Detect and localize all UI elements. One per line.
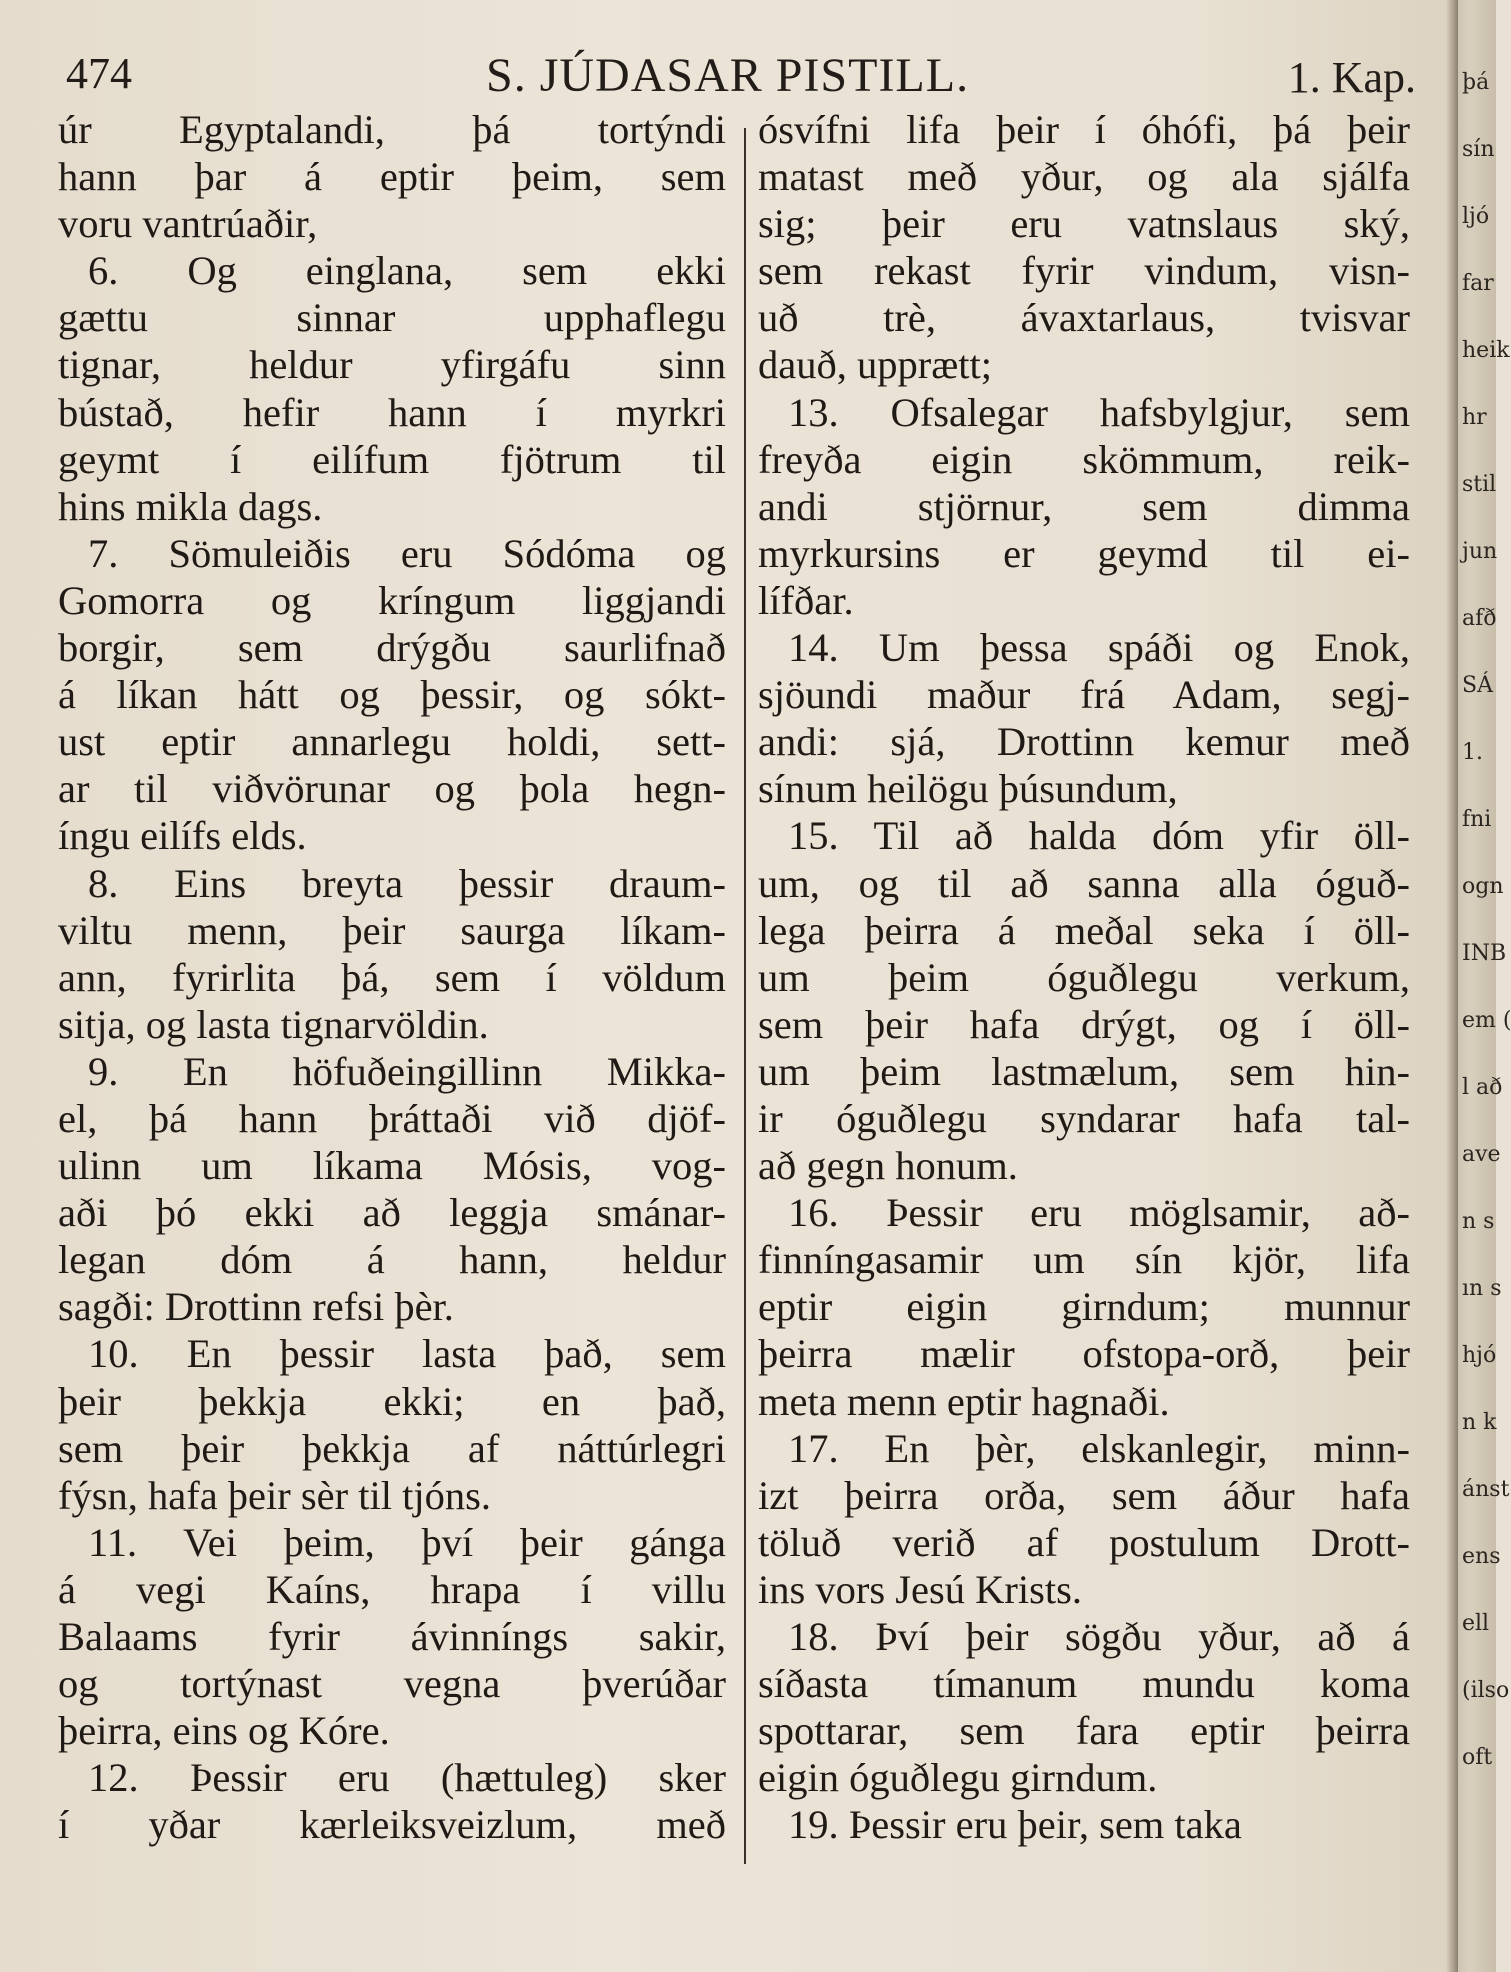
text-line (758, 1001, 1410, 1048)
text-line (758, 153, 1410, 200)
next-page-fragment: ell (1462, 1611, 1490, 1636)
text-line-content: viltu menn, þeir saurga líkam- (58, 907, 726, 953)
next-page-fragment: l að (1462, 1075, 1503, 1100)
page-number: 474 (66, 49, 132, 98)
text-line-content: sitja, og lasta tignarvöldin. (58, 1001, 489, 1047)
text-line (758, 954, 1410, 1001)
text-line (758, 577, 1410, 624)
text-line (58, 1801, 726, 1848)
text-line (758, 1330, 1410, 1377)
text-line (758, 1801, 1410, 1848)
text-line (758, 483, 1410, 530)
text-line-content: íngu eilífs elds. (58, 813, 307, 859)
text-line (758, 341, 1410, 388)
text-line (58, 624, 726, 671)
text-line-content: úr Egyptalandi, þá tortýndi (58, 107, 726, 152)
next-page-fragment: far (1462, 271, 1494, 296)
text-line-content: þeir þekkja ekki; en það, (58, 1378, 726, 1424)
next-page-edge (1458, 0, 1511, 1972)
text-line-content: legan dóm á hann, heldur (58, 1237, 726, 1283)
text-line (58, 1754, 726, 1801)
text-line-content: ar til viðvörunar og þola hegn- (58, 766, 726, 812)
text-line-content: izt þeirra orða, sem áður hafa (758, 1472, 1410, 1518)
text-line-content: hann þar á eptir þeim, sem (58, 154, 726, 200)
text-line-content: um, og til að sanna alla óguð- (758, 860, 1410, 906)
text-line-content: ulinn um líkama Mósis, vog- (58, 1143, 726, 1189)
text-line (758, 1754, 1410, 1801)
next-page-fragment: ljó (1462, 204, 1490, 229)
text-line-content: sem þeir þekkja af náttúrlegri (58, 1425, 726, 1471)
text-line (758, 200, 1410, 247)
text-line (758, 1566, 1410, 1613)
text-line-content: eigin óguðlegu girndum. (758, 1755, 1158, 1801)
text-line (58, 200, 726, 247)
text-line-content: og tortýnast vegna þverúðar (58, 1661, 726, 1707)
text-line (758, 247, 1410, 294)
text-line-content: dauð, upprætt; (758, 342, 992, 388)
text-line-content: myrkursins er geymd til ei- (758, 530, 1410, 576)
text-line-content: tignar, heldur yfirgáfu sinn (58, 342, 726, 388)
left-text-column (58, 106, 726, 1848)
next-page-fragment: hr (1462, 405, 1487, 430)
text-line-content: uð trè, ávaxtarlaus, tvisvar (758, 295, 1410, 341)
text-line-content: andi: sjá, Drottinn kemur með (758, 719, 1410, 765)
text-line (58, 907, 726, 954)
text-line (58, 718, 726, 765)
text-line (58, 106, 726, 153)
text-line (758, 1142, 1410, 1189)
text-line (58, 1048, 726, 1095)
text-line-content: spottarar, sem fara eptir þeirra (758, 1708, 1410, 1754)
next-page-fragment: n k (1462, 1410, 1497, 1435)
text-line-content: voru vantrúaðir, (58, 201, 318, 247)
text-line (58, 1330, 726, 1377)
text-line-content: sem rekast fyrir vindum, visn- (758, 248, 1410, 294)
column-divider (744, 128, 746, 1864)
text-line (58, 577, 726, 624)
text-line-content: 15. Til að halda dóm yfir öll- (788, 813, 1410, 859)
text-line (58, 153, 726, 200)
text-line (58, 389, 726, 436)
text-line-content: matast með yður, og ala sjálfa (758, 154, 1410, 200)
text-line-content: í yðar kærleiksveizlum, með (58, 1802, 726, 1848)
text-line-content: ir óguðlegu syndarar hafa tal- (758, 1095, 1410, 1141)
text-line (58, 1425, 726, 1472)
text-line (58, 860, 726, 907)
next-page-fragment: SÁ (1462, 673, 1493, 698)
next-page-fragment: ın s (1462, 1276, 1502, 1301)
text-line (58, 1095, 726, 1142)
text-line-content: 9. En höfuðeingillinn Mikka- (88, 1048, 726, 1094)
text-line-content: 14. Um þessa spáði og Enok, (788, 625, 1410, 671)
text-line (758, 1425, 1410, 1472)
text-line (58, 1283, 726, 1330)
text-line (758, 1236, 1410, 1283)
text-line-content: gættu sinnar upphaflegu (58, 295, 726, 341)
right-text-column (758, 106, 1410, 1848)
text-line (58, 1613, 726, 1660)
text-line-content: ann, fyrirlita þá, sem í völdum (58, 954, 726, 1000)
text-line (58, 1142, 726, 1189)
next-page-fragment: INB (1462, 941, 1507, 966)
text-line-content: sig; þeir eru vatnslaus ský, (758, 201, 1410, 247)
text-line-content: hins mikla dags. (58, 483, 323, 529)
text-line (758, 765, 1410, 812)
text-line (758, 389, 1410, 436)
next-page-fragment: em ( (1462, 1008, 1511, 1033)
next-page-fragment: oft (1462, 1745, 1493, 1770)
text-line-content: 16. Þessir eru möglsamir, að- (788, 1190, 1410, 1236)
text-line (58, 1707, 726, 1754)
text-line-content: sínum heilögu þúsundum, (758, 766, 1178, 812)
next-page-fragment: (ilso (1462, 1678, 1510, 1703)
text-line-content: 13. Ofsalegar hafsbylgjur, sem (788, 389, 1410, 435)
running-title: S. JÚDASAR PISTILL. (486, 49, 970, 102)
text-line-content: 18. Því þeir sögðu yður, að á (788, 1614, 1410, 1659)
text-line-content: el, þá hann þráttaði við djöf- (58, 1095, 726, 1141)
text-line (758, 718, 1410, 765)
text-line (58, 1472, 726, 1519)
text-line-content: að gegn honum. (758, 1143, 1018, 1189)
text-line (58, 1660, 726, 1707)
text-line-content: 17. En þèr, elskanlegir, minn- (788, 1425, 1410, 1471)
text-line (58, 247, 726, 294)
next-page-fragment: fni (1462, 807, 1492, 832)
next-page-fragment: ogn (1462, 874, 1504, 899)
text-line-content: 7. Sömuleiðis eru Sódóma og (88, 530, 726, 576)
text-line (758, 812, 1410, 859)
next-page-fragment: ánst (1462, 1477, 1510, 1502)
text-line (58, 812, 726, 859)
text-line (758, 624, 1410, 671)
text-line-content: á líkan hátt og þessir, og sókt- (58, 672, 726, 718)
text-line-content: lega þeirra á meðal seka í öll- (758, 907, 1410, 953)
next-page-fragment: ens (1462, 1544, 1501, 1569)
text-line (758, 106, 1410, 153)
text-line-content: sagði: Drottinn refsi þèr. (58, 1284, 454, 1330)
text-line-content: 11. Vei þeim, því þeir gánga (88, 1519, 726, 1565)
next-page-fragment: sín (1462, 137, 1495, 162)
text-line (758, 294, 1410, 341)
text-line (758, 1189, 1410, 1236)
text-line-content: ins vors Jesú Krists. (758, 1566, 1083, 1612)
text-line (58, 436, 726, 483)
text-line (58, 1566, 726, 1613)
next-page-fragment: heik (1462, 338, 1510, 363)
text-line-content: Gomorra og kríngum liggjandi (58, 577, 726, 623)
text-line (58, 1378, 726, 1425)
next-page-fragment: jun (1462, 539, 1498, 564)
text-line-content: borgir, sem drýgðu saurlifnað (58, 625, 726, 671)
text-line-content: 10. En þessir lasta það, sem (88, 1331, 726, 1377)
text-line (758, 530, 1410, 577)
text-line (58, 954, 726, 1001)
next-page-fragment: stil (1462, 472, 1497, 497)
chapter-label: 1. Kap. (1287, 53, 1416, 102)
next-page-fragment: afð (1462, 606, 1497, 631)
next-page-fragment: ave (1462, 1142, 1501, 1167)
text-line (758, 860, 1410, 907)
text-line (58, 341, 726, 388)
text-line-content: þeirra, eins og Kóre. (58, 1708, 390, 1754)
text-line-content: fýsn, hafa þeir sèr til tjóns. (58, 1472, 492, 1518)
text-line-content: geymt í eilífum fjötrum til (58, 436, 726, 482)
text-line-content: ósvífni lifa þeir í óhófi, þá þeir (758, 107, 1410, 152)
text-line-content: 8. Eins breyta þessir draum- (88, 860, 726, 906)
next-page-fragment: þá (1462, 70, 1490, 95)
next-page-fragment: n s (1462, 1209, 1495, 1234)
text-line (758, 671, 1410, 718)
text-line-content: andi stjörnur, sem dimma (758, 483, 1410, 529)
text-line (758, 1095, 1410, 1142)
text-line-content: 19. Þessir eru þeir, sem taka (788, 1802, 1242, 1848)
text-line (58, 765, 726, 812)
text-line (758, 1048, 1410, 1095)
text-line (58, 1519, 726, 1566)
text-line-content: finníngasamir um sín kjör, lifa (758, 1237, 1410, 1283)
text-line-content: á vegi Kaíns, hrapa í villu (58, 1566, 726, 1612)
text-line-content: um þeim lastmælum, sem hin- (758, 1048, 1410, 1094)
text-line (758, 1519, 1410, 1566)
text-line (58, 671, 726, 718)
text-line (758, 1707, 1410, 1754)
text-line (58, 1001, 726, 1048)
text-line-content: eptir eigin girndum; munnur (758, 1284, 1410, 1330)
text-line (58, 1189, 726, 1236)
text-line (58, 1236, 726, 1283)
page-header (66, 48, 1416, 108)
text-line (58, 294, 726, 341)
text-line (58, 530, 726, 577)
text-line-content: bústað, hefir hann í myrkri (58, 389, 726, 435)
text-line (58, 483, 726, 530)
text-line-content: Balaams fyrir ávinníngs sakir, (58, 1614, 726, 1659)
text-line-content: um þeim óguðlegu verkum, (758, 954, 1410, 1000)
text-line-content: meta menn eptir hagnaði. (758, 1378, 1170, 1424)
text-line-content: aði þó ekki að leggja smánar- (58, 1190, 726, 1236)
text-line (758, 1660, 1410, 1707)
text-line (758, 1283, 1410, 1330)
text-line-content: töluð verið af postulum Drott- (758, 1519, 1410, 1565)
next-page-fragment: 1. (1462, 740, 1483, 765)
text-line-content: sem þeir hafa drýgt, og í öll- (758, 1001, 1410, 1047)
text-line-content: sjöundi maður frá Adam, segj- (758, 672, 1410, 718)
text-line (758, 436, 1410, 483)
text-line-content: 6. Og einglana, sem ekki (88, 248, 726, 294)
next-page-fragment: hjó (1462, 1343, 1497, 1368)
text-line-content: ust eptir annarlegu holdi, sett- (58, 719, 726, 765)
text-line (758, 1472, 1410, 1519)
text-line (758, 907, 1410, 954)
text-line (758, 1613, 1410, 1660)
text-line-content: 12. Þessir eru (hættuleg) sker (88, 1755, 726, 1801)
text-line-content: lífðar. (758, 577, 854, 623)
text-line-content: freyða eigin skömmum, reik- (758, 436, 1410, 482)
text-line-content: þeirra mælir ofstopa-orð, þeir (758, 1331, 1410, 1377)
text-line-content: síðasta tímanum mundu koma (758, 1661, 1410, 1707)
text-line (758, 1378, 1410, 1425)
